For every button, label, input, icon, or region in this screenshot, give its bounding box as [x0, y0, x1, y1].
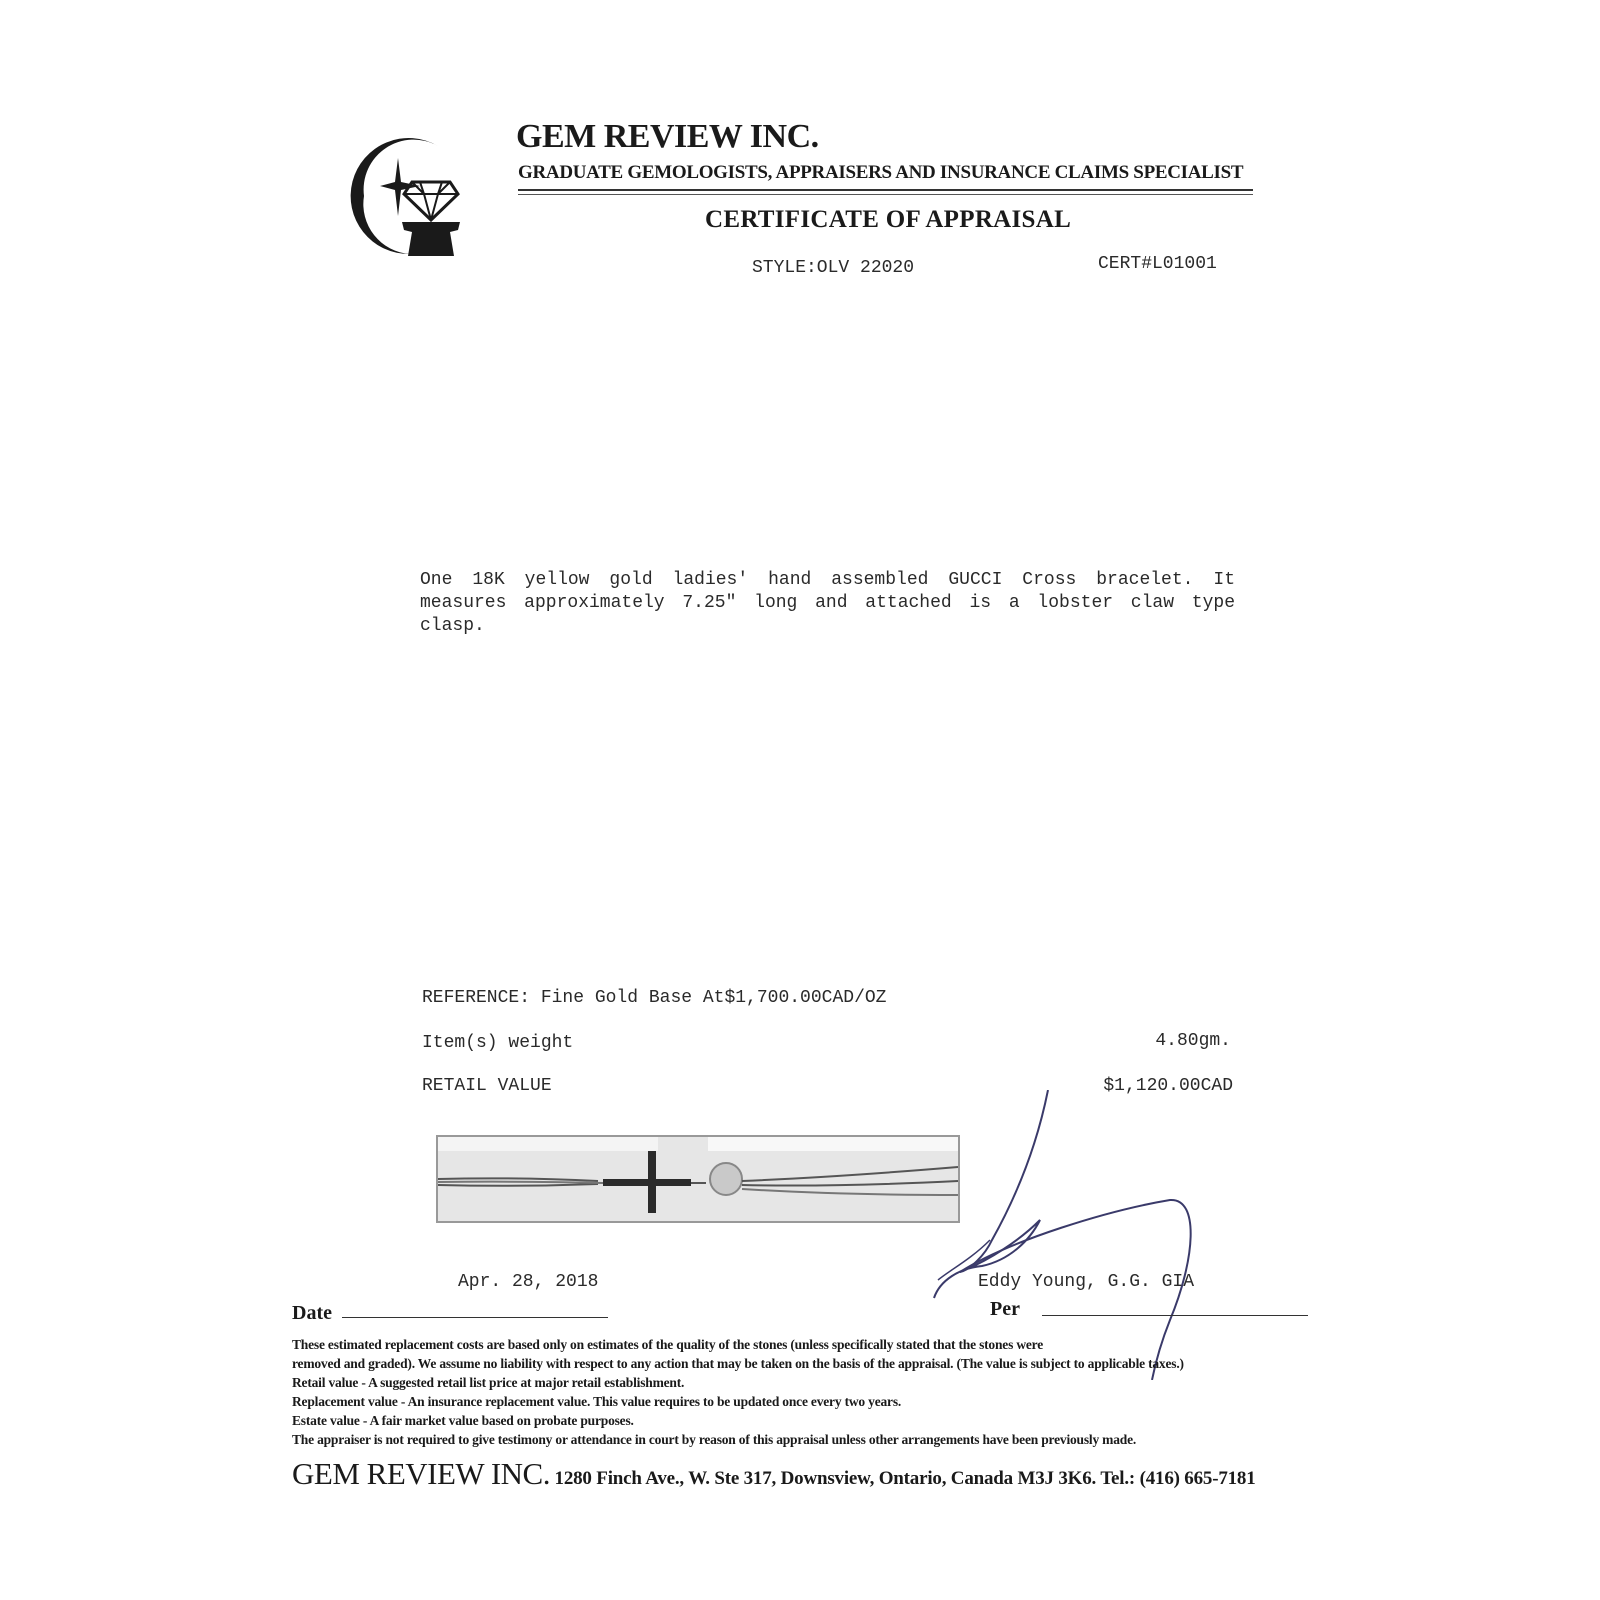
disclaimer-line: The appraiser is not required to give testimony or attendance in court by reason of this appraisal unless other arrangements have been previously made.: [292, 1432, 1137, 1447]
item-description: One 18K yellow gold ladies' hand assembled GUCCI Cross bracelet. It measures approximately 7.25" long and attached is a lobster claw type clasp.: [420, 570, 1235, 636]
header-rule-thin: [518, 194, 1253, 195]
retail-value-label: RETAIL VALUE: [422, 1076, 552, 1096]
company-name: GEM REVIEW INC.: [516, 118, 819, 155]
appraisal-date: Apr. 28, 2018: [458, 1272, 599, 1292]
company-logo: [350, 124, 468, 260]
style-number: STYLE:OLV 22020: [752, 258, 915, 278]
certificate-number: CERT#L01001: [1098, 254, 1217, 274]
footer: [292, 1456, 1256, 1492]
disclaimer-line: Replacement value - An insurance replacement value. This value requires to be updated once every two years.: [292, 1394, 902, 1409]
disclaimer: [292, 1335, 1184, 1449]
gold-reference: REFERENCE: Fine Gold Base At$1,700.00CAD/OZ: [422, 988, 887, 1008]
signature-line: [1042, 1315, 1308, 1316]
certificate-title: CERTIFICATE OF APPRAISAL: [705, 206, 1072, 233]
company-tagline: GRADUATE GEMOLOGISTS, APPRAISERS AND INSURANCE CLAIMS SPECIALIST: [518, 162, 1244, 183]
footer-address: 1280 Finch Ave., W. Ste 317, Downsview, Ontario, Canada M3J 3K6. Tel.: (416) 665-7181: [549, 1468, 1256, 1489]
footer-company-name: GEM REVIEW INC.: [292, 1456, 550, 1491]
weight-label: Item(s) weight: [422, 1033, 574, 1053]
diamond-star-crescent-logo-icon: [350, 124, 468, 260]
retail-value-amount: $1,120.00CAD: [1103, 1076, 1233, 1096]
bracelet-photo: [436, 1135, 960, 1223]
date-label: Date: [292, 1302, 332, 1324]
disclaimer-line: These estimated replacement costs are based only on estimates of the quality of the stones (unless specifically stated that the stones were: [292, 1337, 1043, 1352]
date-line: [342, 1317, 608, 1318]
bracelet-image: [438, 1137, 958, 1221]
disclaimer-line: Retail value - A suggested retail list price at major retail establishment.: [292, 1375, 685, 1390]
per-label: Per: [990, 1298, 1020, 1320]
weight-value: 4.80gm.: [1155, 1031, 1231, 1051]
appraiser-name: Eddy Young, G.G. GIA: [978, 1272, 1195, 1292]
disclaimer-line: removed and graded). We assume no liability with respect to any action that may be taken on the basis of the appraisal. (The value is subject to applicable taxes.): [292, 1356, 1184, 1371]
disclaimer-line: Estate value - A fair market value based on probate purposes.: [292, 1413, 634, 1428]
header-rule: [518, 189, 1253, 191]
